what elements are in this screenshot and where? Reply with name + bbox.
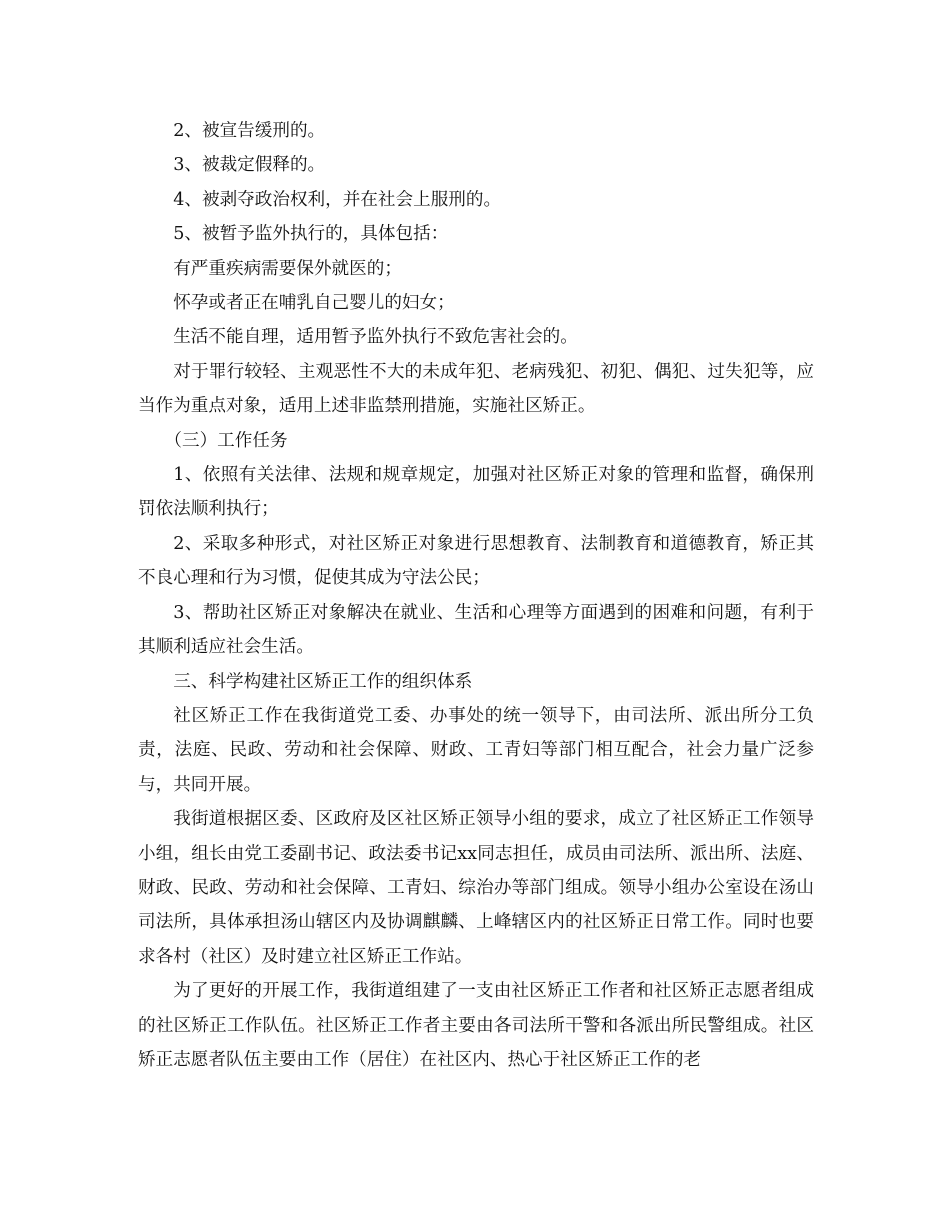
sub-item-medical-parole: 有严重疾病需要保外就医的；	[173, 258, 402, 279]
task-item-1: 1、依照有关法律、法规和规章规定，加强对社区矫正对象的管理和监督，确保刑罚依法顺利执行；	[138, 465, 814, 520]
paragraph-leading-group: 我街道根据区委、区政府及区社区矫正领导小组的要求，成立了社区矫正工作领导小组，组长由党工委副书记、政法委书记xx同志担任，成员由司法所、派出所、法庭、财政、民政、劳动和社会保障、工青妇、综治办等部门组成。领导小组办公室设在汤山司法所，具体承担汤山辖区内及协调麒麟、上峰辖区内的社区矫正日常工作。同时也要求各村（社区）及时建立社区矫正工作站。	[138, 809, 814, 967]
paragraph-work-team: 为了更好的开展工作，我街道组建了一支由社区矫正工作者和社区矫正志愿者组成的社区矫正工作队伍。社区矫正工作者主要由各司法所干警和各派出所民警组成。社区矫正志愿者队伍主要由工作（居住）在社区内、热心于社区矫正工作的老	[138, 981, 814, 1070]
list-item-probation: 2、被宣告缓刑的。	[173, 121, 326, 141]
task-item-3: 3、帮助社区矫正对象解决在就业、生活和心理等方面遇到的困难和问题，有利于其顺利适应社会生活。	[138, 602, 814, 658]
section-heading-work-tasks: （三）工作任务	[164, 430, 288, 451]
list-item-deprived-rights: 4、被剥夺政治权利，并在社会上服刑的。	[173, 189, 502, 210]
list-item-temporary-outside-execution: 5、被暂予监外执行的，具体包括：	[173, 224, 449, 245]
sub-item-unable-self-care: 生活不能自理，适用暂予监外执行不致危害社会的。	[173, 327, 578, 348]
task-item-2: 2、采取多种形式，对社区矫正对象进行思想教育、法制教育和道德教育，矫正其不良心理和行为习惯，促使其成为守法公民；	[138, 533, 814, 589]
section-heading-organization: 三、科学构建社区矫正工作的组织体系	[173, 671, 473, 692]
sub-item-pregnant-nursing: 怀孕或者正在哺乳自己婴儿的妇女；	[173, 293, 455, 314]
paragraph-leadership: 社区矫正工作在我街道党工委、办事处的统一领导下，由司法所、派出所分工负责，法庭、民政、劳动和社会保障、财政、工青妇等部门相互配合，社会力量广泛参与，共同开展。	[138, 705, 814, 795]
document-body	[138, 114, 814, 1077]
list-item-parole: 3、被裁定假释的。	[173, 155, 326, 176]
paragraph-key-targets: 对于罪行较轻、主观恶性不大的未成年犯、老病残犯、初犯、偶犯、过失犯等，应当作为重点对象，适用上述非监禁刑措施，实施社区矫正。	[138, 361, 814, 417]
